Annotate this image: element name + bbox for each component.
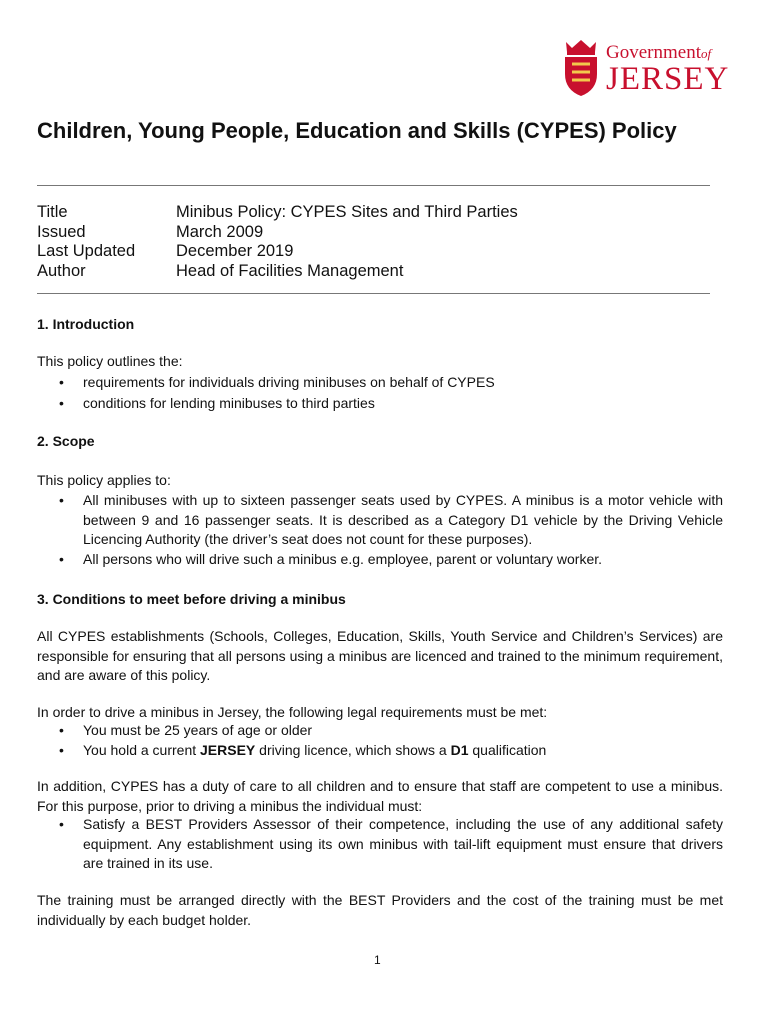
- list-item: • You must be 25 years of age or older: [37, 721, 723, 741]
- list-item: • You hold a current JERSEY driving licence, which shows a D1 qualification: [37, 741, 723, 761]
- bullet-icon: •: [59, 722, 64, 738]
- conditions-paragraph-3: In addition, CYPES has a duty of care to all children and to ensure that staff are competent to use a minibus. For this purpose, prior to driving a minibus the individual must:: [37, 778, 723, 814]
- bullet-icon: •: [59, 741, 64, 758]
- legal-requirements-list: [37, 721, 723, 760]
- intro-bullet-list: [37, 373, 723, 413]
- meta-label: Title: [37, 203, 68, 221]
- meta-value: Head of Facilities Management: [176, 261, 404, 280]
- list-item: • All minibuses with up to sixteen passenger seats used by CYPES. A minibus is a motor vehicle with between 9 and 16 passenger seats. It is described as a Category D1 vehicle by the Driving Vehicle Licencing Authority (the driver’s seat does not count for these purposes).: [59, 492, 723, 547]
- meta-label: Last Updated: [37, 242, 136, 260]
- logo-text-jersey: JERSEY: [606, 61, 730, 97]
- jersey-crest-icon: [562, 38, 600, 98]
- bullet-icon: •: [59, 492, 64, 508]
- page-number: 1: [374, 953, 381, 967]
- conditions-paragraph-1: All CYPES establishments (Schools, Colleges, Education, Skills, Youth Service and Children’s Services) are responsible for ensuring that all persons using a minibus are licenced and trained to the minimum requirement, and are aware of this policy.: [37, 628, 723, 683]
- logo-text-government: Governmentof: [606, 42, 712, 63]
- document-title: Children, Young People, Education and Skills (CYPES) Policy: [37, 118, 677, 143]
- list-item: • conditions for lending minibuses to third parties: [37, 394, 723, 414]
- conditions-paragraph-4: The training must be arranged directly with the BEST Providers and the cost of the training must be met individually by each budget holder.: [37, 892, 723, 928]
- section-heading-introduction: 1. Introduction: [37, 316, 135, 332]
- bullet-icon: •: [59, 374, 64, 390]
- meta-row-title: [37, 203, 518, 223]
- meta-row-author: [37, 262, 518, 282]
- intro-lead: This policy outlines the:: [37, 353, 183, 369]
- government-of-jersey-logo: [562, 38, 732, 100]
- scope-lead: This policy applies to:: [37, 472, 171, 488]
- list-item: • Satisfy a BEST Providers Assessor of their competence, including the use of any additional safety equipment. Any establishment using its own minibus with tail-lift equipment must ensure that drivers are trained in its use.: [59, 816, 723, 871]
- divider-top: [37, 185, 710, 186]
- divider-bottom: [37, 293, 710, 294]
- meta-value: Minibus Policy: CYPES Sites and Third Parties: [176, 203, 518, 221]
- duty-of-care-list: [37, 815, 723, 874]
- bullet-icon: •: [59, 394, 64, 411]
- meta-label: Author: [37, 261, 86, 280]
- meta-row-last-updated: [37, 242, 518, 262]
- section-heading-conditions: 3. Conditions to meet before driving a minibus: [37, 591, 346, 607]
- list-item: • requirements for individuals driving minibuses on behalf of CYPES: [37, 373, 723, 393]
- meta-label: Issued: [37, 222, 86, 241]
- meta-value: March 2009: [176, 222, 264, 241]
- section-heading-scope: 2. Scope: [37, 433, 95, 449]
- meta-row-issued: [37, 223, 518, 243]
- list-item: • All persons who will drive such a minibus e.g. employee, parent or voluntary worker.: [37, 550, 723, 570]
- meta-value: December 2019: [176, 242, 294, 260]
- bullet-icon: •: [59, 550, 64, 567]
- scope-bullet-list: [37, 491, 723, 569]
- conditions-paragraph-2: In order to drive a minibus in Jersey, the following legal requirements must be met:: [37, 704, 548, 720]
- bullet-icon: •: [59, 816, 64, 832]
- metadata-table: [37, 203, 518, 281]
